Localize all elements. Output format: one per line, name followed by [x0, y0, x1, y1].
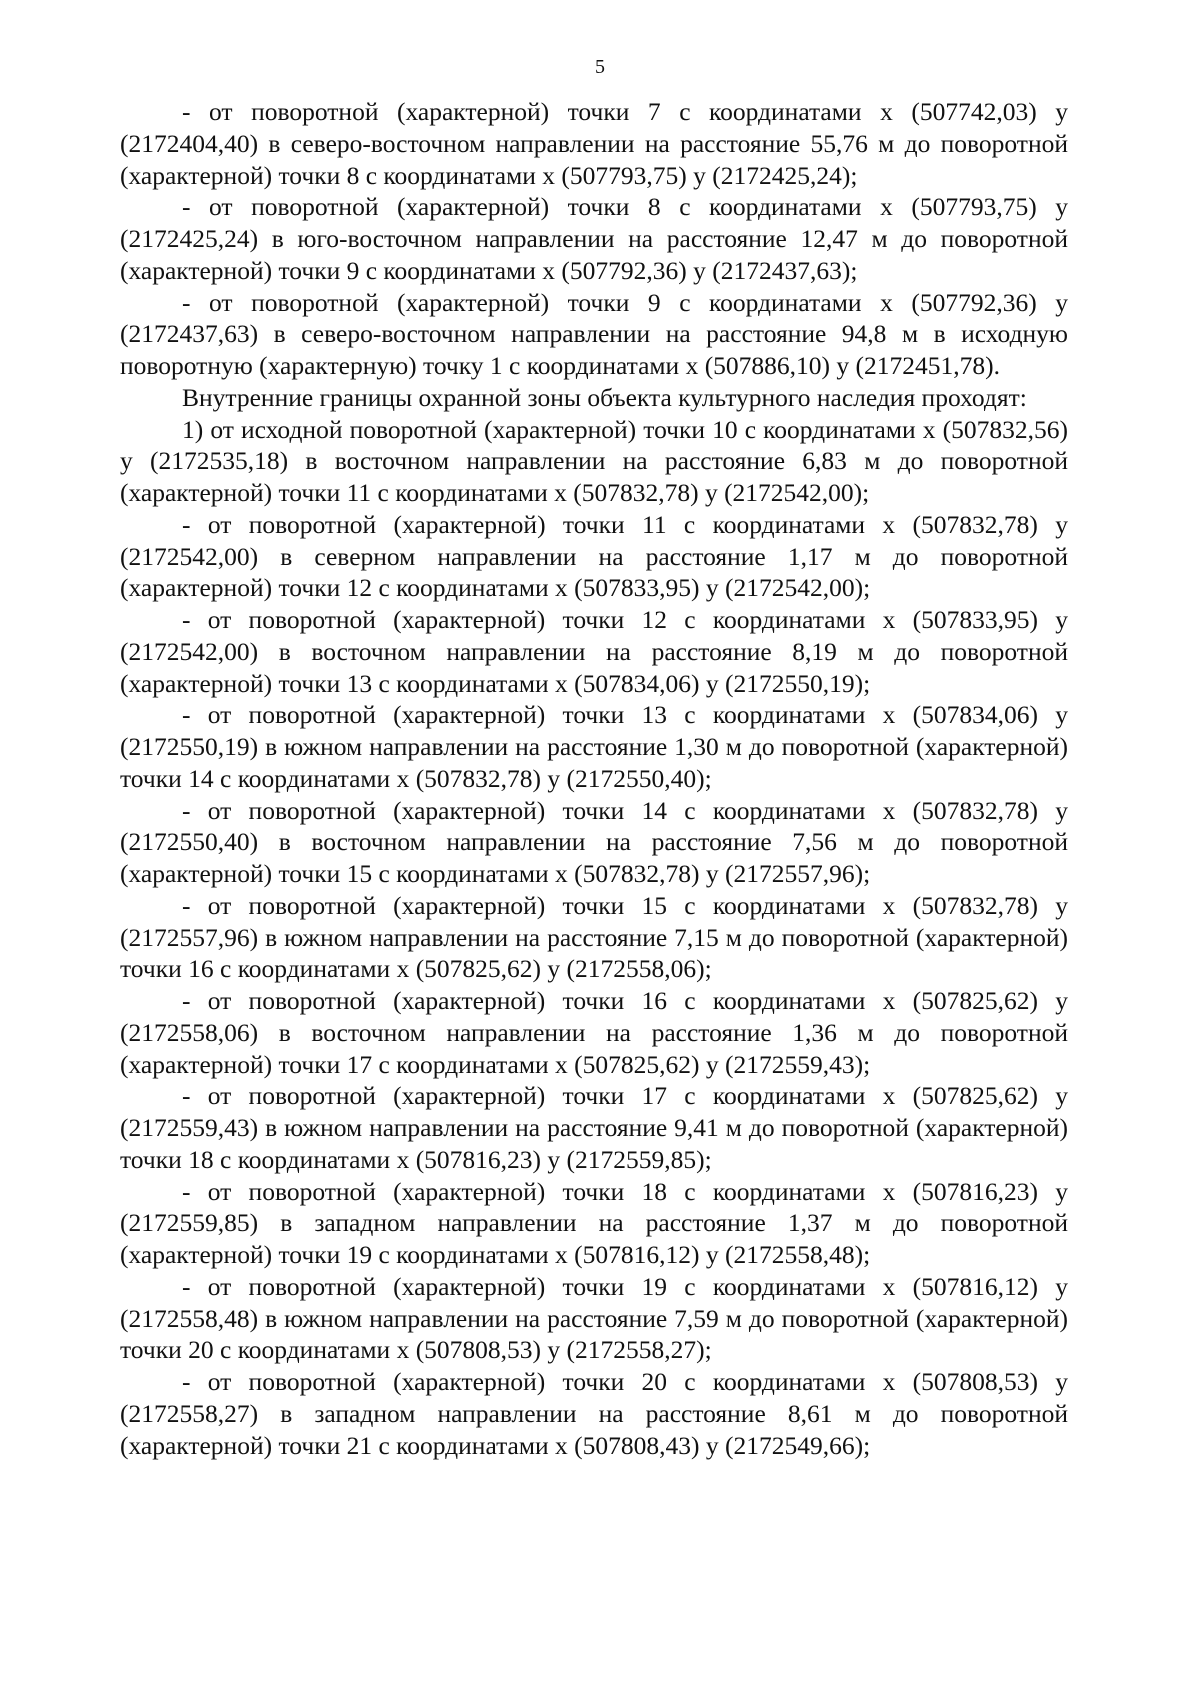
paragraph-point-9: - от поворотной (характерной) точки 9 с координатами x (507792,36) y (2172437,63) в северо-восточном направлении на расстояние 94,8 м в исходную поворотную (характерную) точку 1 с координатами x (507886,10) y (2172451,78). [120, 287, 1068, 380]
paragraph-point-7: - от поворотной (характерной) точки 7 с координатами x (507742,03) y (2172404,40) в северо-восточном направлении на расстояние 55,76 м до поворотной (характерной) точки 8 с координатами x (507793,75) y (2172425,24); [120, 97, 1068, 190]
paragraph-point-17: - от поворотной (характерной) точки 17 с координатами x (507825,62) y (2172559,43) в южном направлении на расстояние 9,41 м до поворотной (характерной) точки 18 с координатами x (507816,23) y (2172559,85); [120, 1081, 1068, 1174]
paragraph-point-12: - от поворотной (характерной) точки 12 с координатами x (507833,95) y (2172542,00) в восточном направлении на расстояние 8,19 м до поворотной (характерной) точки 13 с координатами x (507834,06) y (2172550,19); [120, 605, 1068, 698]
body-text [120, 96, 1068, 1461]
paragraph-point-14: - от поворотной (характерной) точки 14 с координатами x (507832,78) y (2172550,40) в восточном направлении на расстояние 7,56 м до поворотной (характерной) точки 15 с координатами x (507832,78) y (2172557,96); [120, 795, 1068, 888]
paragraph-point-16: - от поворотной (характерной) точки 16 с координатами x (507825,62) y (2172558,06) в восточном направлении на расстояние 1,36 м до поворотной (характерной) точки 17 с координатами x (507825,62) y (2172559,43); [120, 986, 1068, 1079]
paragraph-point-10: 1) от исходной поворотной (характерной) точки 10 с координатами x (507832,56) y (2172535,18) в восточном направлении на расстояние 6,83 м до поворотной (характерной) точки 11 с координатами x (507832,78) y (2172542,00); [120, 414, 1068, 507]
page-number: 5 [595, 56, 605, 78]
paragraph-point-19: - от поворотной (характерной) точки 19 с координатами x (507816,12) y (2172558,48) в южном направлении на расстояние 7,59 м до поворотной (характерной) точки 20 с координатами x (507808,53) y (2172558,27); [120, 1271, 1068, 1365]
paragraph-inner-boundaries-heading: Внутренние границы охранной зоны объекта культурного наследия проходят: [182, 382, 1027, 412]
paragraph-point-15: - от поворотной (характерной) точки 15 с координатами x (507832,78) y (2172557,96) в южном направлении на расстояние 7,15 м до поворотной (характерной) точки 16 с координатами x (507825,62) y (2172558,06); [120, 890, 1068, 984]
paragraph-point-11: - от поворотной (характерной) точки 11 с координатами x (507832,78) y (2172542,00) в северном направлении на расстояние 1,17 м до поворотной (характерной) точки 12 с координатами x (507833,95) y (2172542,00); [120, 509, 1068, 603]
paragraph-point-20: - от поворотной (характерной) точки 20 с координатами x (507808,53) y (2172558,27) в западном направлении на расстояние 8,61 м до поворотной (характерной) точки 21 с координатами x (507808,43) y (2172549,66); [120, 1367, 1068, 1460]
paragraph-point-18: - от поворотной (характерной) точки 18 с координатами x (507816,23) y (2172559,85) в западном направлении на расстояние 1,37 м до поворотной (характерной) точки 19 с координатами x (507816,12) y (2172558,48); [120, 1176, 1068, 1269]
paragraph-point-13: - от поворотной (характерной) точки 13 с координатами x (507834,06) y (2172550,19) в южном направлении на расстояние 1,30 м до поворотной (характерной) точки 14 с координатами x (507832,78) y (2172550,40); [120, 700, 1068, 793]
paragraph-point-8: - от поворотной (характерной) точки 8 с координатами x (507793,75) y (2172425,24) в юго-восточном направлении на расстояние 12,47 м до поворотной (характерной) точки 9 с координатами x (507792,36) y (2172437,63); [120, 192, 1068, 285]
